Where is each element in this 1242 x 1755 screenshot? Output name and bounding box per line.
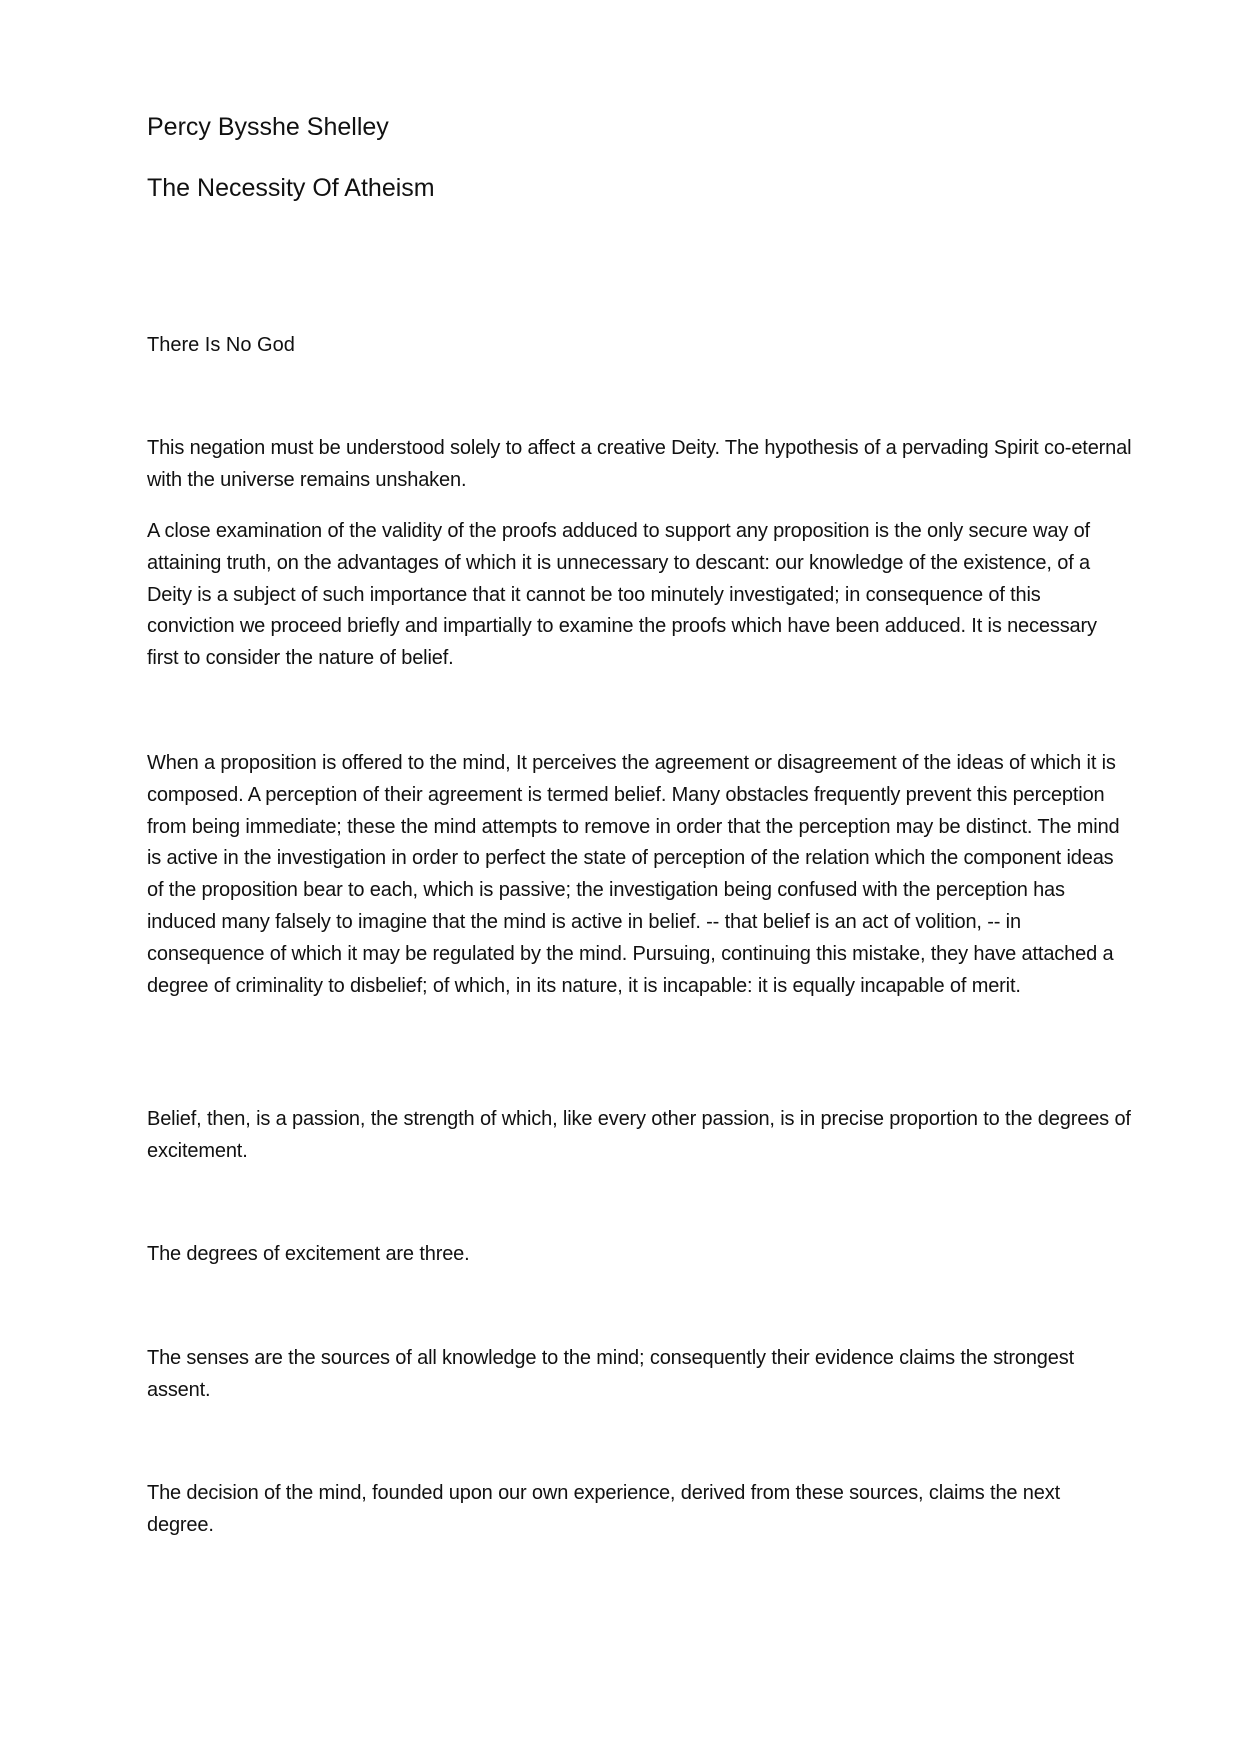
paragraph: Belief, then, is a passion, the strength of which, like every other passion, is in precise proportion to the degrees of excitement. — [147, 1108, 1131, 1162]
author-name: Percy Bysshe Shelley — [147, 113, 389, 141]
paragraph: The decision of the mind, founded upon our own experience, derived from these sources, claims the next degree. — [147, 1482, 1061, 1536]
document-title: The Necessity Of Atheism — [147, 174, 435, 202]
paragraph: This negation must be understood solely to affect a creative Deity. The hypothesis of a pervading Spirit co-eternal with the universe remains unshaken. — [147, 437, 1132, 491]
paragraph: When a proposition is offered to the mind, It perceives the agreement or disagreement of the ideas of which it is composed. A perception of their agreement is termed belief. Many obstacles frequently prevent this perception from being immediate; these the mind attempts to remove in order that the perception may be distinct. The mind is active in the investigation in order to perfect the state of perception of the relation which the component ideas of the proposition bear to each, which is passive; the investigation being confused with the perception has induced many falsely to imagine that the mind is active in belief. -- that belief is an act of volition, -- in consequence of which it may be regulated by the mind. Pursuing, continuing this mistake, they have attached a degree of criminality to disbelief; of which, in its nature, it is incapable: it is equally incapable of merit. — [147, 752, 1120, 997]
section-heading: There Is No God — [147, 334, 295, 356]
paragraph: A close examination of the validity of the proofs adduced to support any proposition is the only secure way of attaining truth, on the advantages of which it is unnecessary to descant: our knowledge of the existence, of a Deity is a subject of such importance that it cannot be too minutely investigated; in consequence of this conviction we proceed briefly and impartially to examine the proofs which have been adduced. It is necessary first to consider the nature of belief. — [147, 520, 1097, 670]
paragraph: The senses are the sources of all knowledge to the mind; consequently their evidence claims the strongest assent. — [147, 1347, 1074, 1401]
paragraph: The degrees of excitement are three. — [147, 1243, 470, 1265]
